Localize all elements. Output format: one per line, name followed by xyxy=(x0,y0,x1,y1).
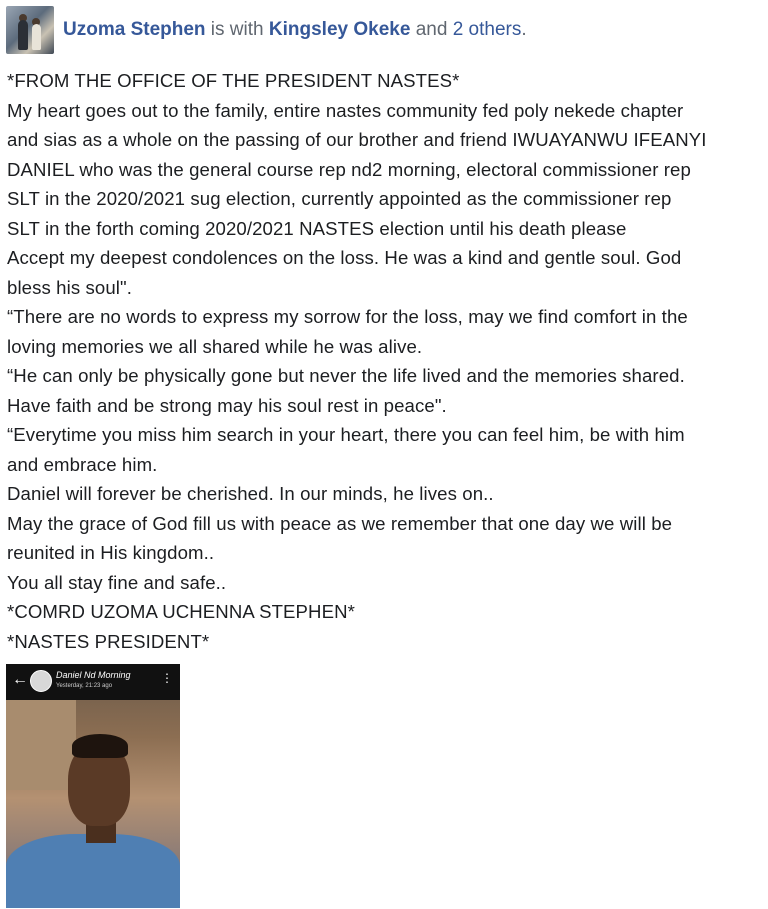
more-menu-icon: ⋮ xyxy=(161,671,173,685)
post-line: *FROM THE OFFICE OF THE PRESIDENT NASTES* xyxy=(7,70,460,91)
post-line: May the grace of God fill us with peace as we remember that one day we will be xyxy=(7,512,673,534)
post-line: “Everytime you miss him search in your heart, there you can feel him, be with him xyxy=(7,424,685,445)
author-avatar[interactable] xyxy=(6,6,54,54)
post-header-text xyxy=(63,19,527,41)
back-arrow-icon: ← xyxy=(12,671,28,688)
photo-status-bar xyxy=(6,664,180,700)
photo-status-time: Yesterday, 21:23 ago xyxy=(56,683,113,689)
post-header xyxy=(6,6,527,54)
post-line: and sias as a whole on the passing of our brother and friend IWUAYANWU IFEANYI xyxy=(7,129,707,150)
post-line: “There are no words to express my sorrow for the loss, may we find comfort in the xyxy=(7,306,688,327)
photo-shirt xyxy=(6,834,180,908)
post-line: and embrace him. xyxy=(7,453,158,475)
post-line: SLT in the 2020/2021 sug election, currently appointed as the commissioner rep xyxy=(7,188,672,209)
author-name-link[interactable]: Uzoma Stephen xyxy=(63,19,206,40)
post-line: *NASTES PRESIDENT* xyxy=(7,630,210,652)
post-line: bless his soul". xyxy=(7,276,132,298)
post-line: My heart goes out to the family, entire nastes community fed poly nekede chapter xyxy=(7,99,684,121)
post-line: You all stay fine and safe.. xyxy=(7,571,227,593)
post-line: Daniel will forever be cherished. In our minds, he lives on.. xyxy=(7,483,494,504)
post-line: Accept my deepest condolences on the loss. He was a kind and gentle soul. God xyxy=(7,247,682,268)
post-line: “He can only be physically gone but never the life lived and the memories shared. xyxy=(7,365,685,386)
post-line: loving memories we all shared while he was alive. xyxy=(7,335,423,357)
post-line: Have faith and be strong may his soul rest in peace". xyxy=(7,394,447,416)
post-photo[interactable] xyxy=(6,664,180,908)
photo-contact-name: Daniel Nd Morning xyxy=(56,670,131,680)
post-line: reunited in His kingdom.. xyxy=(7,542,215,563)
contact-avatar-icon xyxy=(30,670,52,692)
post-line: SLT in the forth coming 2020/2021 NASTES election until his death please xyxy=(7,217,627,239)
tagged-person-link[interactable]: Kingsley Okeke xyxy=(268,19,411,40)
others-link[interactable]: 2 others xyxy=(452,19,522,40)
and-text: and xyxy=(410,19,453,40)
period-text: . xyxy=(521,19,527,40)
post-body xyxy=(7,66,763,656)
post-line: *COMRD UZOMA UCHENNA STEPHEN* xyxy=(7,601,355,622)
with-text: is with xyxy=(205,19,269,40)
post-line: DANIEL who was the general course rep nd2 morning, electoral commissioner rep xyxy=(7,158,691,180)
